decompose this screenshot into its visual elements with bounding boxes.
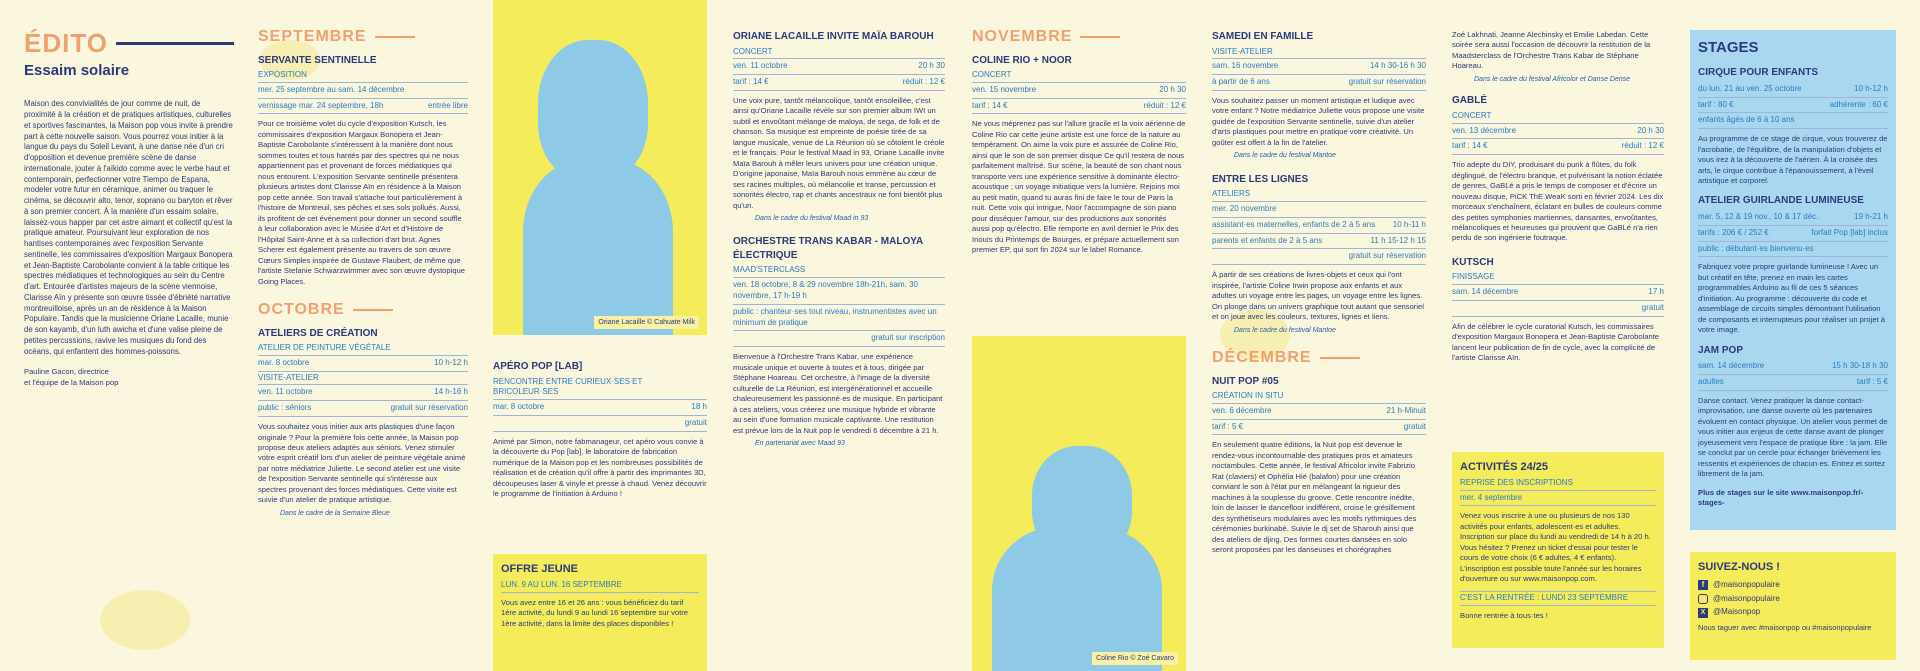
event-title: NUIT POP #05 xyxy=(1212,375,1279,387)
activites-title: ACTIVITÉS 24/25 xyxy=(1460,461,1549,473)
event-type: CONCERT xyxy=(1452,110,1664,124)
event-oriane-lacaille: ORIANE LACAILLE INVITE MAÏA BAROUH CONCERT ven. 11 octobre 20 h 30 tarif : 14 € réduit : 12 € Une voix pure, tantôt mélancolique, tantôt ensoleillée, c'est ainsi qu'Oriane Lacaille révèle sur son premier album IWI un subtil et envoûtant mélange de maloya, de sega, de folk et de chanson. Sa musique est empreinte de poésie tirée de sa langue musicale, venue de La Réunion où se côtoient le créole et le français. Pour le festival Maad in 93, Oriane Lacaille invite Maïa Barouh à mêler leurs univers pour une création unique. D'origine japonaise, Maïa Barouh nous emmène au cœur de ses racines multiples, où mélancolie et transe, percussion et sonorités électro, rap et chants ancestraux ne font bientôt plus qu'un. Dans le cadre du festival Maad in 93 xyxy=(733,31,945,223)
edito-subtitle: Essaim solaire xyxy=(24,62,130,80)
event-text: Animé par Simon, notre fabmanageur, cet apéro vous convie à la découverte du Pop [lab], le laboratoire de fabrication numérique de la Maison pop et les nombreuses possibilités de réalisation et de création qu'il offre à partir des imprimantes 3D, découpeuses laser & vinyle et presse à chaud. Venez découvrir le programme de l'initiation à Arduino ! xyxy=(493,436,707,499)
activites-text: Venez vous inscrire à une ou plusieurs de nos 130 activités pour enfants, adolescent·es et adultes. Inscription sur place du lundi au vendredi de 14 h à 20 h. Vous hésitez ? Prenez un ticket d'essai pour tester le cours de votre choix (6 € adultes, 4 € enfants). L'inscription est possible toute l'année sur les horaires d'ouverture ou sur www.maisonpop.com. xyxy=(1460,511,1651,584)
event-title: APÉRO POP [LAB] xyxy=(493,361,583,372)
event-text: Trio adepte du DIY, produisant du punk à flûtes, du folk déglingué, de l'électro branque, et pulvérisant la notion éclatée de genres, GaBLé a pris le temps de composer et d'écrire un nouveau disque, PiCK ThE WeaK sorti en février 2024. Les dix morceaux s'enchaînent, éclatant en bulles de couleurs comme des petites symphonies martiennes, dansantes, envoûtantes, mélancoliques et heureuses qui prouvent que GaBLé n'a rien perdu de son ingénierie foutraque. xyxy=(1452,160,1664,243)
event-title: SAMEDI EN FAMILLE xyxy=(1212,31,1314,42)
apero-column: APÉRO POP [LAB] RENCONTRE ENTRE CURIEUX·SES ET BRICOLEUR·SES mar. 8 octobre 18 h gratuit Animé par Simon, notre fabmanageur, cet apéro vous convie à la découverte du Pop [lab], le laboratoire de fabrication numérique de la Maison pop et les nombreuses possibilités de réalisation et de création qu'il offre à partir des imprimantes 3D, découpeuses laser & vinyle et presse à chaud. Venez découvrir le programme de l'initiation à Arduino ! xyxy=(493,361,707,499)
stage-text: Au programme de ce stage de cirque, vous trouverez de l'acrobatie, de l'équilibre, de la manipulation d'objets et vous irez à la découverte de l'aérien. À la croisée des arts, le cirque contribue à l'épanouissement, à l'éveil artistique et corporel. xyxy=(1698,134,1888,186)
event-note: En partenariat avec Maad 93 xyxy=(755,440,845,448)
event-type: ATELIER DE PEINTURE VÉGÉTALE xyxy=(258,342,468,356)
stage-text: Fabriquez votre propre guirlande lumineuse ! Avec un but créatif en tête, prenez en main les cartes programmables Arduino au fil de ces 5 séances d'initiation. Au programme : découverte du code et assemblage de circuits simples démontrant l'utilisation de composants et interrupteurs pour réaliser un projet à votre image. xyxy=(1698,262,1885,335)
offre-text: Vous avez entre 16 et 26 ans : vous bénéficiez du tarif 1ère activité, du lundi 9 au lundi 16 septembre sur votre 1ère activité, dans la limite des places disponibles ! xyxy=(501,597,688,628)
event-text: Vous souhaitez passer un moment artistique et ludique avec votre enfant ? Notre médiatrice Juliette vous propose une visite guidée de l'exposition Servante sentinelle, suivie d'un atelier d'arts plastiques pour mettre en pratique votre créativité. Un goûter est offert à la fin de l'atelier. xyxy=(1212,95,1425,147)
stage-title: JAM POP xyxy=(1698,344,1744,356)
event-note: Dans le cadre du festival Mantoe xyxy=(1234,152,1336,160)
event-type: CRÉATION IN SITU xyxy=(1212,390,1426,404)
offre-jeune-box xyxy=(493,554,707,671)
event-title: ENTRE LES LIGNES xyxy=(1212,173,1309,185)
event-dates: mer. 25 septembre au sam. 14 décembre xyxy=(258,83,468,99)
month-octobre: OCTOBRE xyxy=(258,299,468,321)
photo-oriane-lacaille xyxy=(493,0,707,335)
event-text: Une voix pure, tantôt mélancolique, tantôt ensoleillée, c'est ainsi qu'Oriane Lacaille révèle sur son premier album IWI un subtil et envoûtant mélange de maloya, de sega, de folk et de chanson. Sa musique est empreinte de poésie tirée de sa langue musicale, venue de La Réunion où se côtoient le créole et le français. Pour le festival Maad in 93, Oriane Lacaille invite Maïa Barouh à mêler leurs univers pour une création unique. D'origine japonaise, Maïa Barouh nous emmène au cœur de ses racines multiples, où mélancolie et transe, percussion et sonorités électro, rap et chants ancestraux ne font bientôt plus qu'un. xyxy=(733,95,945,210)
activites-sub: REPRISE DES INSCRIPTIONS xyxy=(1460,477,1656,491)
event-ateliers-creation: ATELIERS DE CRÉATION ATELIER DE PEINTURE VÉGÉTALE mar. 8 octobre 10 h-12 h VISITE-ATELIER ven. 11 octobre 14 h-16 h public : séniors gratuit sur réservation Vous souhaitez vous initier aux arts plastiques d'une façon originale ? Pour la première fois cette année, la Maison pop propose deux ateliers adaptés aux séniors. Venez stimuler votre esprit créatif lors d'un atelier de peinture végétale animé par notre médiatrice Juliette. Le second atelier est une visite de l'exposition Servante sentinelle qui s'intéresse aux spectres provenant des forces médiatiques. Cette visite est suivie d'un atelier de pratique artistique. Dans le cadre de la Semaine Bleue xyxy=(258,327,468,517)
month-decembre: DÉCEMBRE xyxy=(1212,347,1426,369)
event-gable: GABLÉ CONCERT ven. 13 décembre 20 h 30 tarif : 14 € réduit : 12 € Trio adepte du DIY, produisant du punk à flûtes, du folk déglingué, de l'électro branque, et pulvérisant la notion éclatée de genres, GaBLé a pris le temps de composer et d'écrire un nouveau disque, PiCK ThE WeaK sorti en février 2024. Les dix morceaux s'enchaînent, éclatant en bulles de couleurs comme des petites symphonies martiennes, dansantes, envoûtantes, mélancoliques et heureuses qui prouvent que GaBLé n'a rien perdu de son ingénierie foutraque. xyxy=(1452,95,1664,243)
event-title: COLINE RIO + NOOR xyxy=(972,54,1072,66)
event-text: En seulement quatre éditions, la Nuit pop est devenue le rendez-vous incontournable des pratiques pros et amateurs noctambules. Cette année, le festival Africolor invite Fabrizio Rat (claviers) et Ophélia Hié (balafon) pour une création conviant le son à l'état pur en mélangeant la rigueur des machines à la souplesse du groove. Cette rencontre inédite, loin de laisser le dancefloor indifférent, croise le grésillement des synthétiseurs modulaires avec les motifs rythmiques des cérémonies burkinabè. Suivie le dj set de Sharouh ainsi que des ateliers de djing. Des formes courtes dansées en solo seront proposées par les danseuses et chorégraphes xyxy=(1212,440,1417,555)
photo-caption: Oriane Lacaille © Cahuate Milk xyxy=(594,316,699,329)
novembre-column: NOVEMBRE COLINE RIO + NOOR CONCERT ven. 15 novembre 20 h 30 tarif : 14 € réduit : 12 € Ne vous méprenez pas sur l'allure gracile et la voix aérienne de Coline Rio car cette jeune artiste est une force de la nature au tempérament. On aime la voix pure et assurée de Coline Rio, ainsi que le son de son premier disque Ce qu'il restera de nous parfaitement maîtrisé. Sur scène, la beauté de son chant nous transporte vers une expérience sensitive à dominante électro-acoustique ; un voyage initiatique vers la lumière. Rejoins moi au petit matin, quand tu auras fini de faire le tour de Paris la nuit. Cette voix qui intrigue, Noor l'accompagne de son piano pour disséquer l'amour, sur des productions aux sonorités aussi pop qu'électro. Elle remporte en avril dernier le Prix des Inouïs du Printemps de Bourges, et prépare actuellement son premier EP, qui sort fin 2024 sur le label Romance. xyxy=(972,28,1186,255)
event-note: Dans le cadre du festival Maad in 93 xyxy=(755,215,869,223)
stage-text: Danse contact. Venez pratiquer la danse contact-improvisation, une danse ouverte où les partenaires évoluent en contact physique. Un atelier vous permet de vous initier aux enjeux de cette danse avant de plonger joyeusement vers l'espace de pratique libre : la jam. Elle se conclut par un cercle pour échanger brièvement les ressentis et expériences de chacun·es. Entrez et sortez librement de la jam. xyxy=(1698,395,1888,479)
event-entre-les-lignes: ENTRE LES LIGNES ATELIERS mer. 20 novembre assistant·es maternelles, enfants de 2 à 5 ans 10 h-11 h parents et enfants de 2 à 5 ans 11 h 15-12 h 15 gratuit sur réservation À partir de ses créations de livres-objets et ceux qui l'ont inspirée, l'artiste Coline Irwin propose aux enfants et aux adultes un voyage entre les pages, un voyage entre les lignes. On plonge dans un univers graphique tout autant que sensoriel et on joue avec les couleurs, textures, lignes et liens. Dans le cadre du festival Mantoe xyxy=(1212,173,1426,334)
suivez-title: SUIVEZ-NOUS ! xyxy=(1698,561,1780,573)
edito-title: ÉDITO xyxy=(24,28,108,58)
event-type: CONCERT xyxy=(733,46,945,60)
event-type: EXPOSITION xyxy=(258,69,468,83)
stages-more-link[interactable]: Plus de stages sur le site www.maisonpop.fr/-stages- xyxy=(1698,487,1864,507)
event-nuit-pop: NUIT POP #05 CRÉATION IN SITU ven. 6 décembre 21 h-Minuit tarif : 5 € gratuit En seulement quatre éditions, la Nuit pop est devenue le rendez-vous incontournable des pratiques pros et amateurs noctambules. Cette année, le festival Africolor invite Fabrizio Rat (claviers) et Ophélia Hié (balafon) pour une création conviant le son à l'état pur en mélangeant la rigueur des machines à la souplesse du groove. Cette rencontre inédite, loin de laisser le dancefloor indifférent, croise le grésillement des synthétiseurs modulaires avec les motifs rythmiques des cérémonies burkinabè. Suivie le dj set de Sharouh ainsi que des ateliers de djing. Des formes courtes dansées en solo seront proposées par les danseuses et chorégraphes xyxy=(1212,375,1426,555)
event-type: VISITE-ATELIER xyxy=(1212,46,1426,60)
event-vernissage: vernissage mar. 24 septembre, 18h entrée libre xyxy=(258,99,468,115)
offre-sub: LUN. 9 AU LUN. 16 SEPTEMBRE xyxy=(501,579,699,593)
x-link[interactable]: X @Maisonpop xyxy=(1698,607,1888,618)
event-note: Dans le cadre du festival Mantoe xyxy=(1234,326,1336,334)
oriane-column xyxy=(733,30,945,671)
stage-title: CIRQUE POUR ENFANTS xyxy=(1698,67,1819,79)
event-servante-sentinelle xyxy=(258,54,468,287)
stages-panel: STAGES CIRQUE POUR ENFANTS du lun. 21 au ven. 25 octobre 10 h-12 h tarif : 80 € adhérente : 60 € enfants âgés de 6 à 10 ans Au programme de ce stage de cirque, vous trouverez de l'acrobatie, de l'équilibre, de la manipulation d'objets et vous irez à la découverte de l'aérien. À la croisée des arts, le cirque contribue à l'épanouissement, à l'éveil artistique et corporel. ATELIER GUIRLANDE LUMINEUSE mar. 5, 12 & 19 nov., 10 & 17 déc. 19 h-21 h tarifs : 206 € / 252 € forfait Pop [lab] inclus public : débutant·es bienvenu·es Fabriquez votre propre guirlande lumineuse ! Avec un but créatif en tête, prenez en main les cartes programmables Arduino au fil de ces 5 séances d'initiation. Au programme : découverte du code et assemblage de circuits simples démontrant l'utilisation de composants et interrupteurs pour réaliser un projet à votre image. JAM POP sam. 14 décembre 15 h 30-18 h 30 adultes tarif : 5 € Danse contact. Venez pratiquer la danse contact-improvisation, une danse ouverte où les partenaires évoluent en contact physique. Un atelier vous permet de vous initier aux enjeux de cette danse avant de plonger joyeusement vers l'espace de pratique libre : la jam. Elle se conclut par un cercle pour échanger brièvement les ressentis et expériences de chacun·es. Entrez et sortez librement de la jam. Plus de stages sur le site www.maisonpop.fr/-stages- xyxy=(1690,30,1896,530)
event-trans-kabar: ORCHESTRE TRANS KABAR - MALOYA ÉLECTRIQUE MAAD'STERCLASS ven. 18 octobre, 8 & 29 novembre 18h-21h, sam. 30 novembre, 17 h-19 h public : chanteur·ses tout niveau, instrumentistes avec un minimum de pratique gratuit sur inscription Bienvenue à l'Orchestre Trans Kabar, une expérience musicale unique et ouverte à toutes et à tous, dirigée par Stéphane Hoareau. Cet orchestre, à l'image de la diversité culturelle de La Réunion, est intergénérationnel et accueille chaleureusement les passionné·es de musique. En participant à ces ateliers, vous créerez une musique hybride et vibrante au sein d'une formation musicale captivante. Une restitution est prévue lors de la Nuit pop le vendredi 6 décembre à 21 h. En partenariat avec Maad 93 xyxy=(733,236,945,448)
x-icon: X xyxy=(1698,608,1708,618)
month-novembre: NOVEMBRE xyxy=(972,26,1186,48)
event-type: CONCERT xyxy=(972,69,1186,83)
hashtag-text: Nous taguer avec #maisonpop ou #maisonpopulaire xyxy=(1698,623,1872,633)
event-type: RENCONTRE ENTRE CURIEUX·SES ET BRICOLEUR·SES xyxy=(493,376,707,401)
suivez-nous-box xyxy=(1690,552,1896,660)
edito-team: et l'équipe de la Maison pop xyxy=(24,377,119,387)
event-text: Vous souhaitez vous initier aux arts plastiques d'une façon originale ? Pour la première fois cette année, la Maison pop propose deux ateliers adaptés aux séniors. Venez stimuler votre esprit créatif lors d'un atelier de peinture végétale animé par notre médiatrice Juliette. Le second atelier est une visite de l'exposition Servante sentinelle qui s'intéresse aux spectres provenant des forces médiatiques. Cette visite est suivie d'un atelier de pratique artistique. xyxy=(258,422,466,505)
event-title: ORCHESTRE TRANS KABAR - MALOYA ÉLECTRIQUE xyxy=(733,236,923,261)
stage-title: ATELIER GUIRLANDE LUMINEUSE xyxy=(1698,195,1864,207)
event-type: FINISSAGE xyxy=(1452,271,1664,285)
photo-caption: Coline Rio © Zoé Cavaro xyxy=(1092,652,1178,665)
event-type: MAAD'STERCLASS xyxy=(733,264,945,278)
event-text: À partir de ses créations de livres-objets et ceux qui l'ont inspirée, l'artiste Coline Irwin propose aux enfants et aux adultes un voyage entre les pages, un voyage entre les lignes. On plonge dans un univers graphique tout autant que sensoriel et on joue avec les couleurs, textures, lignes et liens. xyxy=(1212,270,1424,322)
edito-signature: Pauline Gacon, directrice xyxy=(24,367,109,377)
facebook-icon: f xyxy=(1698,580,1708,590)
rentree-label: C'EST LA RENTRÉE : LUNDI 23 SEPTEMBRE xyxy=(1460,591,1656,606)
event-note: Dans le cadre de la Semaine Bleue xyxy=(280,509,390,517)
event-title: ATELIERS DE CRÉATION xyxy=(258,327,378,339)
event-note: Dans le cadre du festival Africolor et Danse Dense xyxy=(1474,75,1631,83)
instagram-link[interactable]: @maisonpopulaire xyxy=(1698,594,1888,605)
rentree-welcome: Bonne rentrée à tous·tes ! xyxy=(1460,610,1548,620)
event-title: GABLÉ xyxy=(1452,95,1487,107)
edito-column xyxy=(24,26,234,671)
edito-body: Maison des convivialités de jour comme de nuit, de proximité à la création et de pratiques artistiques, culturelles et sportives fascinantes, la Maison pop vous invite à prendre part à cette nouvelle saison. Vous pourrez vous initier à la langue du pays du Soleil Levant, à une danse née d'un cri d'opposition et devenue première scène de danse internationale, jouter à l'aïkido comme avec le verbe haut et contemporain, perfectionner votre Tiempo de Espana, modeler votre futur en céramique, animer ou traquer le cinéma, se découvrir alto, tenor, soprano ou baryton et rêver à son premier concert. À la manière d'un essaim solaire, laissez-vous happer par cet astre aimant et collectif qu'est la pratique amateur. Poursuivant leur exploration de nos hantises contemporaines avec l'exposition Servante sentinelle, les commissaires d'exposition Margaux Bonopera et Jean-Baptiste Carobolante convient à la table critique les spectres médiatiques et technologiques au sein du Centre d'art. Entourée d'artistes majeurs de la scène viennoise, Clarisse Aïn y présente son œuvre tissée d'ébriété narrative montreuilloise, après un an de résidence à la Maison Populaire. Tandis que la musicienne Oriane Lacaille, munie de son kayamb, d'un luth awicha et d'une valise pleine de petites percussions, ravive les musiques du fond des océans, qui enfantent des hommes-poissons. xyxy=(24,99,233,356)
event-kutsch: KUTSCH FINISSAGE sam. 14 décembre 17 h gratuit Afin de célébrer le cycle curatorial Kutsch, les commissaires d'exposition Margaux Bonopera et Jean-Baptiste Carobolante lancent leur publication de fin de cycle, avec la complicité de l'artiste Clarisse Aïn. xyxy=(1452,256,1664,363)
event-text: Pour ce troisième volet du cycle d'exposition Kutsch, les commissaires d'exposition Margaux Bonopera et Jean-Baptiste Carobolante s'intéressent à la manière dont nous sommes toutes et tous hantés par des spectres qui ne nous appartiennent pas et provenant de forces médiatiques qui nous entourent. L'exposition Servante sentinelle présentera plusieurs artistes dont Clarisse Aïn en résidence à la Maison pop cette année. Son travail s'attache tout particulièrement à l'histoire de Montreuil, ses pêches et ses sols pollués. Aussi, ils profitent de cet événement pour donner un second souffle à leur collaboration avec le Musée d'Art et d'Histoire de l'Hôpital Saint-Anne et à sa collection d'art brut. Agnes Scherer est également présente au travers de son œuvre Cœurs Simples inspirée de Gustave Flaubert, de même que l'artiste Stefanie Schwarzwimmer avec son œuvre dystopique Going Places. xyxy=(258,119,465,286)
facebook-link[interactable]: f @maisonpopulaire xyxy=(1698,580,1888,591)
offre-title: OFFRE JEUNE xyxy=(501,563,579,575)
activites-box: ACTIVITÉS 24/25 REPRISE DES INSCRIPTIONS mer. 4 septembre Venez vous inscrire à une ou plusieurs de nos 130 activités pour enfants, adolescent·es et adultes. Inscription sur place du lundi au vendredi de 14 h à 20 h. Vous hésitez ? Prenez un ticket d'essai pour tester le cours de votre choix (6 € adultes, 4 € enfants). L'inscription est possible toute l'année sur les horaires d'ouverture ou sur www.maisonpop.com. C'EST LA RENTRÉE : LUNDI 23 SEPTEMBRE Bonne rentrée à tous·tes ! xyxy=(1452,452,1664,648)
event-type-2: VISITE-ATELIER xyxy=(258,372,468,386)
event-text: Bienvenue à l'Orchestre Trans Kabar, une expérience musicale unique et ouverte à toutes et à tous, dirigée par Stéphane Hoareau. Cet orchestre, à l'image de la diversité culturelle de La Réunion, est intergénérationnel et accueille chaleureusement les passionné·es de musique. En participant à ces ateliers, vous créerez une musique hybride et vibrante au sein d'une formation musicale captivante. Une restitution est prévue lors de la Nuit pop le vendredi 6 décembre à 21 h. xyxy=(733,352,943,435)
month-septembre: SEPTEMBRE xyxy=(258,26,468,48)
event-text: Afin de célébrer le cycle curatorial Kutsch, les commissaires d'exposition Margaux Bonopera et Jean-Baptiste Carobolante lancent leur publication de fin de cycle, avec la complicité de l'artiste Clarisse Aïn. xyxy=(1452,321,1660,363)
stages-title: STAGES xyxy=(1698,39,1759,56)
event-samedi-famille: SAMEDI EN FAMILLE VISITE-ATELIER sam. 16 novembre 14 h 30-16 h 30 à partir de 6 ans gratuit sur réservation Vous souhaitez passer un moment artistique et ludique avec votre enfant ? Notre médiatrice Juliette vous propose une visite guidée de l'exposition Servante sentinelle, suivie d'un atelier d'arts plastiques pour mettre en pratique votre créativité. Un goûter est offert à la fin de l'atelier. Dans le cadre du festival Mantoe xyxy=(1212,31,1426,160)
event-title: SERVANTE SENTINELLE xyxy=(258,54,377,66)
event-text: Ne vous méprenez pas sur l'allure gracile et la voix aérienne de Coline Rio car cette jeune artiste est une force de la nature au tempérament. On aime la voix pure et assurée de Coline Rio, ainsi que le son de son premier disque Ce qu'il restera de nous parfaitement maîtrisé. Sur scène, la beauté de son chant nous transporte vers une expérience sensitive à dominante électro-acoustique ; un voyage initiatique vers la lumière. Rejoins moi au petit matin, quand tu auras fini de faire le tour de Paris la nuit. Cette voix qui intrigue, Noor l'accompagne de son piano pour disséquer l'amour, sur des productions aux sonorités aussi pop qu'électro. Elle remporte en avril dernier le Prix des Inouïs du Printemps de Bourges, et prépare actuellement son premier EP, qui sort fin 2024 sur le label Romance. xyxy=(972,119,1186,255)
gable-column xyxy=(1452,30,1664,450)
samedi-column xyxy=(1212,30,1426,671)
event-title: KUTSCH xyxy=(1452,256,1494,268)
nuit-pop-continued: Zoé Lakhnati, Jeanne Alechinsky et Emilie Labedan. Cette soirée sera aussi l'occasion de découvrir la restitution de la Maadsterclass de l'Orchestre Trans Kabar de Stéphane Hoareau. xyxy=(1452,30,1651,71)
photo-coline-rio xyxy=(972,336,1186,671)
septembre-column xyxy=(258,26,468,671)
instagram-icon xyxy=(1698,594,1708,604)
event-type: ATELIERS xyxy=(1212,188,1426,202)
event-title: ORIANE LACAILLE INVITE MAÏA BAROUH xyxy=(733,31,934,42)
